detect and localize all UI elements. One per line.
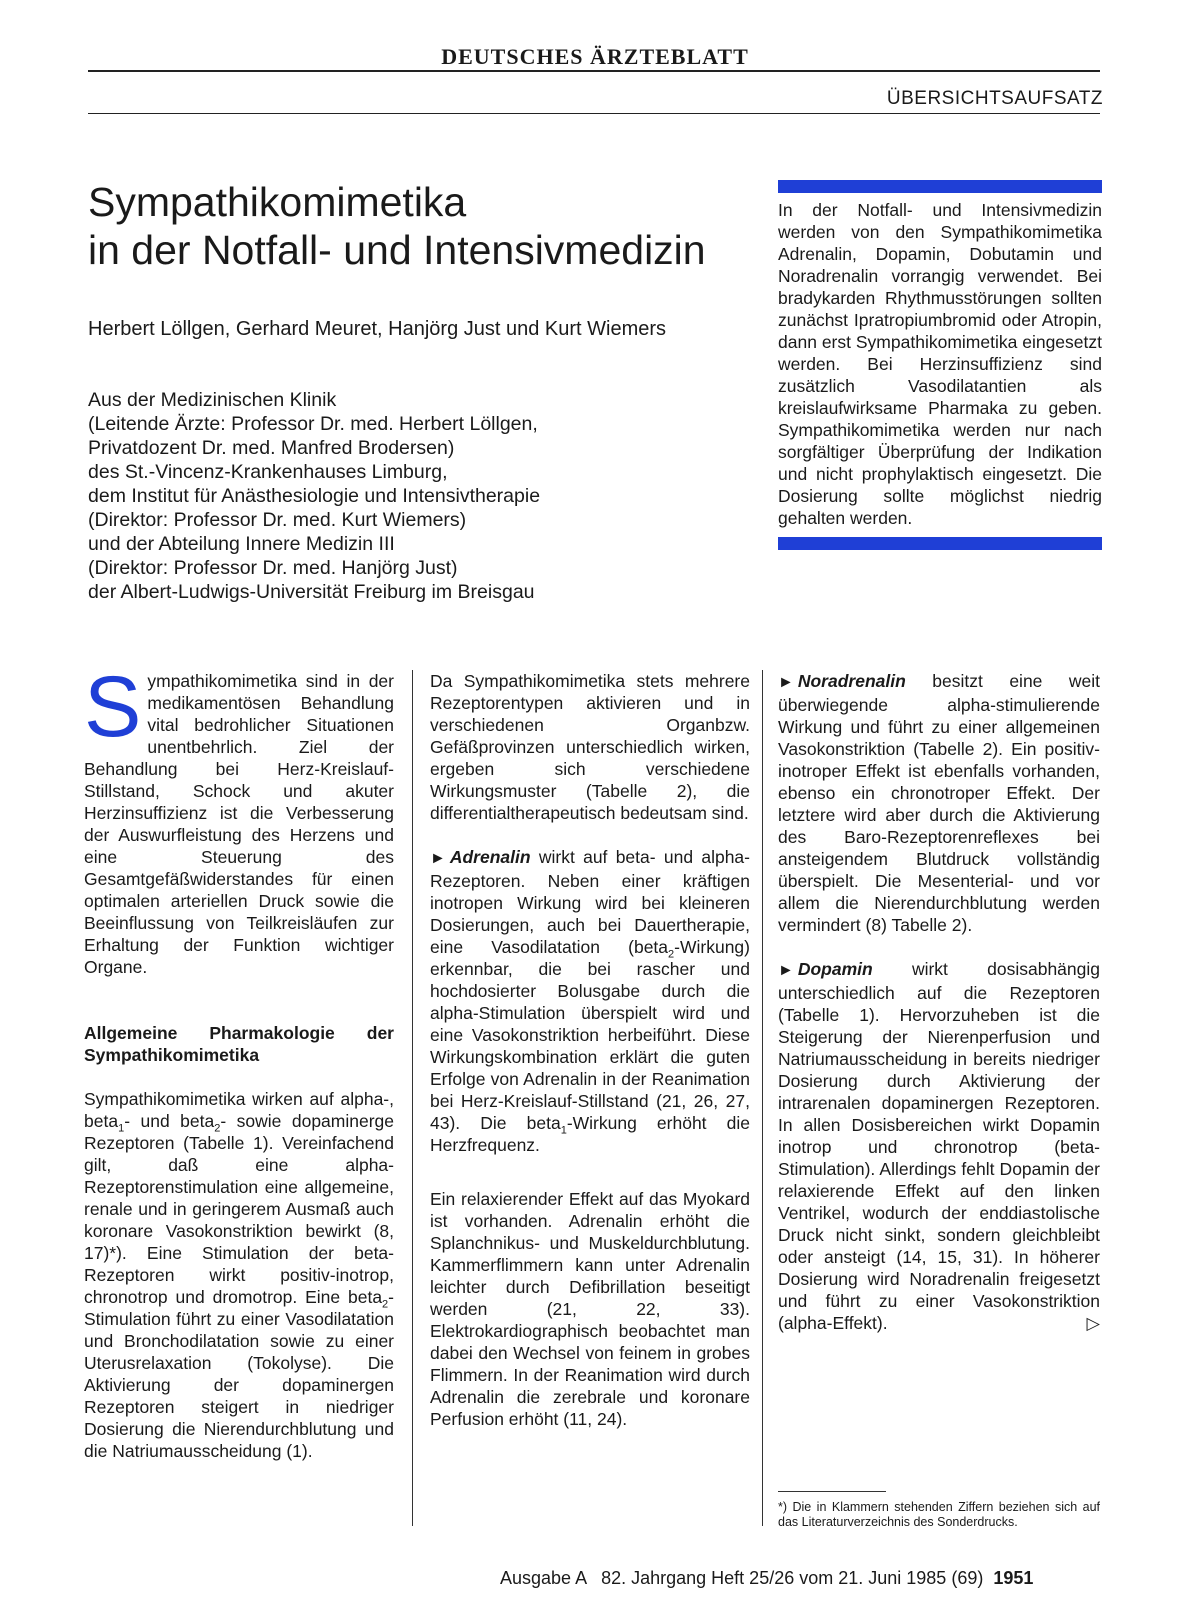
masthead-rule <box>88 70 1100 72</box>
bullet-arrow-icon: ► <box>778 674 794 691</box>
adrenalin-paragraph: ► Adrenalin wirkt auf beta- und alpha-Rezeptoren. Neben einer kräftigen inotropen Wirkung wird bei kleineren Dosierungen, auch bei Dauertherapie, eine Vasodilatation (beta$_2$-Wirkung) erkennbar, die bei rascher und hochdosierter Bolusgabe durch die alpha-Stimulation überspielt wird und eine Vasokonstriktion herbeiführt. Diese Wirkungskombination erklärt die guten Erfolge von Adrenalin in der Reanimation bei Herz-Kreislauf-Stillstand (21, 26, 27, 43). Die beta$_1$-Wirkung erhöht die Herzfrequenz. <box>430 847 750 1155</box>
receptor-paragraph: Da Sympathikomimetika stets mehrere Rezeptorentypen aktivieren und in verschiedenen Organbzw. Gefäßprovinzen unterschiedlich wirken, ergeben sich verschiedene Wirkungsmuster (Tabelle 2), die differentialtherapeutisch bedeutsam sind. <box>430 671 750 823</box>
abstract-text: In der Notfall- und Intensivmedizin werden von den Sympathikomimetika Adrenalin, Dopamin, Dobutamin und Noradrenalin vorrangig verwendet. Bei bradykarden Rhythmusstörungen sollten zunächst Ipratropiumbromid oder Atropin, dann erst Sympathikomimetika eingesetzt werden. Bei Herzinsuffizienz sind zusätzlich Vasodilatantien als kreislaufwirksame Pharmaka zu geben. Sympathikomimetika werden nur nach sorgfältiger Überprüfung der Indikation und nicht prophylaktisch eingesetzt. Die Dosierung sollte möglichst niedrig gehalten werden. <box>778 200 1102 528</box>
article-title <box>88 178 768 274</box>
footnote-rule <box>778 1491 886 1492</box>
intro-paragraph <box>84 659 394 978</box>
body-column-2 <box>430 670 750 1452</box>
affiliation-line: und der Abteilung Innere Medizin III <box>88 533 395 555</box>
myokard-paragraph: Ein relaxierender Effekt auf das Myokard ist vorhanden. Adrenalin erhöht die Splanchnikus- und Muskeldurchblutung. Kammerflimmern kann unter Adrenalin leichter durch Defibrillation beseitigt werden (21, 22, 33). Elektrokardiographisch beobachtet man dabei den Wechsel von feinem in grobes Flimmern. In der Reanimation wird durch Adrenalin die zerebrale und koronare Perfusion erhöht (11, 24). <box>430 1189 750 1429</box>
noradrenalin-paragraph: ► Noradrenalin besitzt eine weit überwiegende alpha-stimulierende Wirkung und führt zu einer allgemeinen Vasokonstriktion (Tabelle 2). Ein positiv-inotroper Effekt ist ebenfalls vorhanden, ebenso ein chronotroper Effekt. Der letztere wird aber durch die Aktivierung des Baro-Rezeptorenreflexes bei ansteigendem Blutdruck vollständig überspielt. Die Mesenterial- und vor allem die Nierendurchblutung werden vermindert (8) Tabelle 2). <box>778 671 1100 935</box>
continue-triangle-icon: ▷ <box>1086 1313 1100 1333</box>
pharmacology-paragraph: Sympathikomimetika wirken auf alpha-, beta$_1$- und beta$_2$- sowie dopaminerge Rezeptoren (Tabelle 1). Vereinfachend gilt, daß eine alpha-Rezeptorenstimulation eine allgemeine, renale und in geringerem Ausmaß auch koronare Vasokonstriktion bewirkt (8, 17)*). Eine Stimulation der beta-Rezeptoren wirkt positiv-inotrop, chronotrop und dromotrop. Eine beta$_2$-Stimulation führt zu einer Vasodilatation und Bronchodilatation sowie zu einer Uterusrelaxation (Tokolyse). Die Aktivierung der dopaminergen Rezeptoren steigert in niedriger Dosierung die Nierendurchblutung und die Natriumausscheidung (1). <box>84 1089 395 1461</box>
dopamin-paragraph: ► Dopamin wirkt dosisabhängig unterschiedlich auf die Rezeptoren (Tabelle 1). Hervorzuheben ist die Steigerung der Nierenperfusion und Natriumausscheidung in bereits niedriger Dosierung durch Aktivierung der intrarenalen dopaminergen Rezeptoren. In allen Dosisbereichen wirkt Dopamin inotrop und chronotrop (beta-Stimulation). Allerdings fehlt Dopamin der relaxierende Effekt auf den linken Ventrikel, wodurch der enddiastolische Druck nicht sinkt, sondern gleichbleibt oder ansteigt (14, 15, 31). In höherer Dosierung wird Noradrenalin freigesetzt und führt zu einer Vasokonstriktion (alpha-Effekt). ▷ <box>778 959 1100 1333</box>
footnote: *) Die in Klammern stehenden Ziffern beziehen sich auf das Literaturverzeichnis des Sonderdrucks. <box>778 1500 1100 1529</box>
authors: Herbert Löllgen, Gerhard Meuret, Hanjörg Just und Kurt Wiemers <box>88 318 667 340</box>
affiliation-line: (Leitende Ärzte: Professor Dr. med. Herbert Löllgen, <box>88 413 538 435</box>
issue-info: Ausgabe A 82. Jahrgang Heft 25/26 vom 21. Juni 1985 (69) <box>500 1568 984 1588</box>
section-heading: Allgemeine Pharmakologie der Sympathikomimetika <box>84 1023 394 1065</box>
section-label: ÜBERSICHTSAUFSATZ <box>886 88 1103 109</box>
affiliation-line: (Direktor: Professor Dr. med. Kurt Wiemers) <box>88 509 467 531</box>
title-line-1: Sympathikomimetika <box>88 179 467 225</box>
affiliation-line: des St.-Vincenz-Krankenhauses Limburg, <box>88 461 448 483</box>
page-number: 1951 <box>993 1568 1034 1588</box>
affiliation-line: Privatdozent Dr. med. Manfred Brodersen) <box>88 437 455 459</box>
abstract-bottom-bar <box>778 537 1102 550</box>
drug-name: Dopamin <box>797 959 873 979</box>
drug-name: Adrenalin <box>449 847 531 867</box>
body-column-3 <box>778 670 1100 1356</box>
body-column-1 <box>84 659 395 1484</box>
affiliation-line: der Albert-Ludwigs-Universität Freiburg im Breisgau <box>88 581 535 603</box>
section-rule <box>88 113 1100 114</box>
masthead: DEUTSCHES ÄRZTEBLATT <box>441 44 749 69</box>
affiliation-line: dem Institut für Anästhesiologie und Intensivtherapie <box>88 485 541 507</box>
abstract-box <box>778 180 1102 550</box>
abstract-top-bar <box>778 180 1102 193</box>
page-footer <box>500 1568 1033 1589</box>
column-divider <box>412 670 413 1526</box>
drop-cap: S <box>84 659 142 755</box>
affiliation-line: (Direktor: Professor Dr. med. Hanjörg Just) <box>88 557 458 579</box>
title-line-2: in der Notfall- und Intensivmedizin <box>88 227 706 273</box>
column-divider <box>762 670 763 1526</box>
drug-name: Noradrenalin <box>797 671 906 691</box>
bullet-arrow-icon: ► <box>430 850 446 867</box>
intro-text: ympathikomimetika sind in der medikamentösen Behandlung vital bedrohlicher Situationen unentbehrlich. Ziel der Behandlung bei Herz-Kreislauf-Stillstand, Schock und akuter Herzinsuffizienz ist die Verbesserung der Auswurfleistung des Herzens und eine Steuerung des Gesamtgefäßwiderstandes für einen optimalen arteriellen Druck sowie die Beeinflussung von Teilkreisläufen zur Erhaltung der Funktion wichtiger Organe. <box>84 671 394 977</box>
bullet-arrow-icon: ► <box>778 962 794 979</box>
affiliation-line: Aus der Medizinischen Klinik <box>88 389 337 411</box>
affiliation <box>88 388 540 604</box>
